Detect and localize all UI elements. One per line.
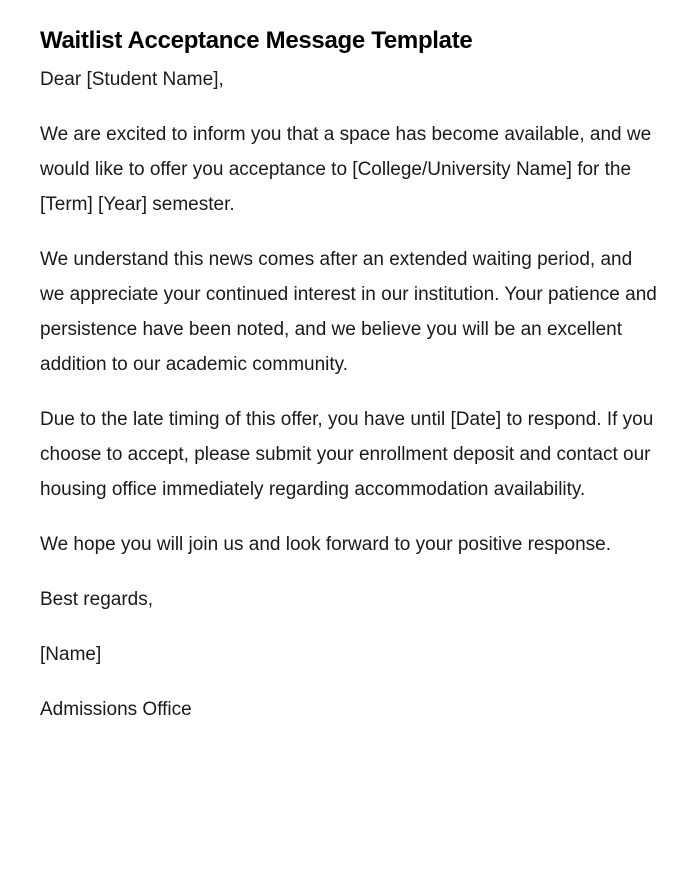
paragraph-deadline: Due to the late timing of this offer, you have until [Date] to respond. If you choose to accept, please submit your enrollment deposit and contact our housing office immediately regarding accommodation availability. bbox=[40, 409, 654, 500]
paragraph-appreciation: We understand this news comes after an extended waiting period, and we appreciate your continued interest in our institution. Your patience and persistence have been noted, and we believe you will be an excellent addition to our academic community. bbox=[40, 249, 657, 375]
letter-greeting: Dear [Student Name], bbox=[40, 69, 224, 90]
paragraph-hope: We hope you will join us and look forward to your positive response. bbox=[40, 534, 612, 555]
signature-name: [Name] bbox=[40, 644, 102, 665]
letter-document bbox=[40, 0, 660, 727]
paragraph-offer: We are excited to inform you that a space has become available, and we would like to offer you acceptance to [College/University Name] for the [Term] [Year] semester. bbox=[40, 124, 652, 215]
signature-office: Admissions Office bbox=[40, 699, 192, 720]
letter-closing: Best regards, bbox=[40, 589, 153, 610]
document-title: Waitlist Acceptance Message Template bbox=[40, 27, 473, 54]
